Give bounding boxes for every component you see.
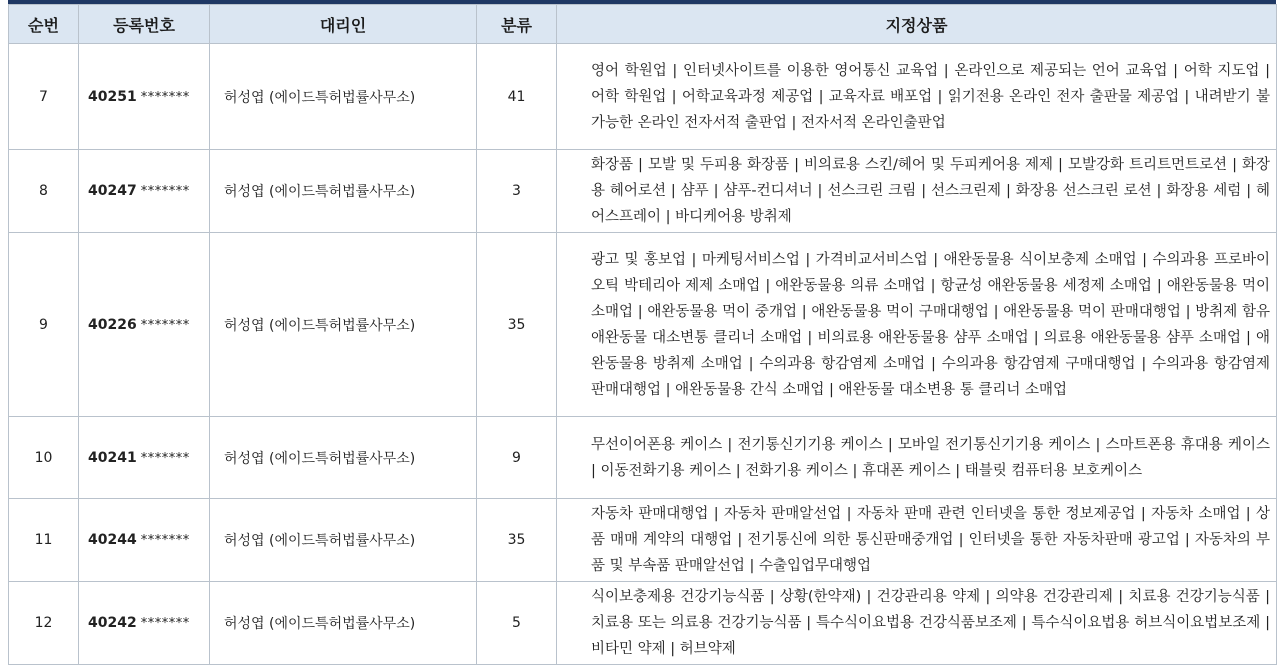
row-goods: 무선이어폰용 케이스 | 전기통신기기용 케이스 | 모바일 전기통신기기용 케이스 | 스마트폰용 휴대용 케이스 | 이동전화기용 케이스 | 전화기용 케이스 | 휴대폰 케이스 | 태블릿 컴퓨터용 보호케이스 bbox=[557, 417, 1277, 499]
table-row bbox=[9, 233, 1277, 417]
row-agent: 허성엽 (에이드특허법률사무소) bbox=[210, 150, 477, 233]
row-class: 3 bbox=[477, 150, 557, 233]
row-goods: 화장품 | 모발 및 두피용 화장품 | 비의료용 스킨/헤어 및 두피케어용 제제 | 모발강화 트리트먼트로션 | 화장용 헤어로션 | 샴푸 | 샴푸-컨디셔너 | 선스크린 크림 | 선스크린제 | 화장용 선스크린 로션 | 화장용 세럼 | 헤어스프레이 | 바디케어용 방취제 bbox=[557, 150, 1277, 233]
header-reg-no: 등록번호 bbox=[79, 5, 210, 44]
header-goods: 지정상품 bbox=[557, 5, 1277, 44]
reg-number[interactable]: 40242 bbox=[88, 615, 137, 631]
row-agent: 허성엽 (에이드특허법률사무소) bbox=[210, 233, 477, 417]
row-seq: 11 bbox=[9, 499, 79, 582]
row-class: 41 bbox=[477, 44, 557, 150]
row-reg-no[interactable] bbox=[79, 582, 210, 665]
reg-mask: ******* bbox=[140, 317, 190, 333]
header-class: 분류 bbox=[477, 5, 557, 44]
row-reg-no[interactable] bbox=[79, 233, 210, 417]
row-agent: 허성엽 (에이드특허법률사무소) bbox=[210, 582, 477, 665]
row-goods: 자동차 판매대행업 | 자동차 판매알선업 | 자동차 판매 관련 인터넷을 통한 정보제공업 | 자동차 소매업 | 상품 매매 계약의 대행업 | 전기통신에 의한 통신판매중개업 | 인터넷을 통한 자동차판매 광고업 | 자동차의 부품 및 부속품 판매알선업 | 수출입업무대행업 bbox=[557, 499, 1277, 582]
row-goods: 식이보충제용 건강기능식품 | 상황(한약재) | 건강관리용 약제 | 의약용 건강관리제 | 치료용 건강기능식품 | 치료용 또는 의료용 건강기능식품 | 특수식이요법용 건강식품보조제 | 특수식이요법용 허브식이요법보조제 | 비타민 약제 | 허브약제 bbox=[557, 582, 1277, 665]
row-seq: 10 bbox=[9, 417, 79, 499]
row-reg-no[interactable] bbox=[79, 417, 210, 499]
row-seq: 9 bbox=[9, 233, 79, 417]
row-class: 5 bbox=[477, 582, 557, 665]
trademark-table bbox=[8, 4, 1277, 665]
reg-mask: ******* bbox=[140, 450, 190, 466]
header-seq: 순번 bbox=[9, 5, 79, 44]
reg-number[interactable]: 40244 bbox=[88, 532, 137, 548]
row-reg-no[interactable] bbox=[79, 44, 210, 150]
row-class: 35 bbox=[477, 233, 557, 417]
reg-number[interactable]: 40226 bbox=[88, 316, 137, 333]
header-agent: 대리인 bbox=[210, 5, 477, 44]
reg-mask: ******* bbox=[140, 616, 190, 631]
row-class: 35 bbox=[477, 499, 557, 582]
row-agent: 허성엽 (에이드특허법률사무소) bbox=[210, 44, 477, 150]
row-seq: 12 bbox=[9, 582, 79, 665]
header-row bbox=[9, 5, 1277, 44]
reg-number[interactable]: 40247 bbox=[88, 183, 137, 199]
reg-mask: ******* bbox=[140, 89, 190, 105]
table-row bbox=[9, 150, 1277, 233]
row-class: 9 bbox=[477, 417, 557, 499]
table-row bbox=[9, 44, 1277, 150]
reg-mask: ******* bbox=[140, 184, 190, 199]
reg-number[interactable]: 40251 bbox=[88, 88, 137, 105]
row-goods: 영어 학원업 | 인터넷사이트를 이용한 영어통신 교육업 | 온라인으로 제공되는 언어 교육업 | 어학 지도업 | 어학 학원업 | 어학교육과정 제공업 | 교육자료 배포업 | 읽기전용 온라인 전자 출판물 제공업 | 내려받기 불가능한 온라인 전자서적 출판업 | 전자서적 온라인출판업 bbox=[557, 44, 1277, 150]
table-row bbox=[9, 582, 1277, 665]
row-agent: 허성엽 (에이드특허법률사무소) bbox=[210, 417, 477, 499]
row-agent: 허성엽 (에이드특허법률사무소) bbox=[210, 499, 477, 582]
reg-number[interactable]: 40241 bbox=[88, 449, 137, 466]
row-reg-no[interactable] bbox=[79, 150, 210, 233]
table-row bbox=[9, 417, 1277, 499]
reg-mask: ******* bbox=[140, 533, 190, 548]
row-reg-no[interactable] bbox=[79, 499, 210, 582]
row-seq: 7 bbox=[9, 44, 79, 150]
row-goods: 광고 및 홍보업 | 마케팅서비스업 | 가격비교서비스업 | 애완동물용 식이보충제 소매업 | 수의과용 프로바이오틱 박테리아 제제 소매업 | 애완동물용 의류 소매업 | 항균성 애완동물용 세정제 소매업 | 애완동물용 먹이 소매업 | 애완동물용 먹이 중개업 | 애완동물용 먹이 구매대행업 | 애완동물용 먹이 판매대행업 | 방취제 함유 애완동물 대소변통 클리너 소매업 | 비의료용 애완동물용 샴푸 소매업 | 의료용 애완동물용 샴푸 소매업 | 애완동물용 방취제 소매업 | 수의과용 항감염제 소매업 | 수의과용 항감염제 구매대행업 | 수의과용 항감염제 판매대행업 | 애완동물용 간식 소매업 | 애완동물 대소변용 통 클리너 소매업 bbox=[557, 233, 1277, 417]
row-seq: 8 bbox=[9, 150, 79, 233]
table-row bbox=[9, 499, 1277, 582]
